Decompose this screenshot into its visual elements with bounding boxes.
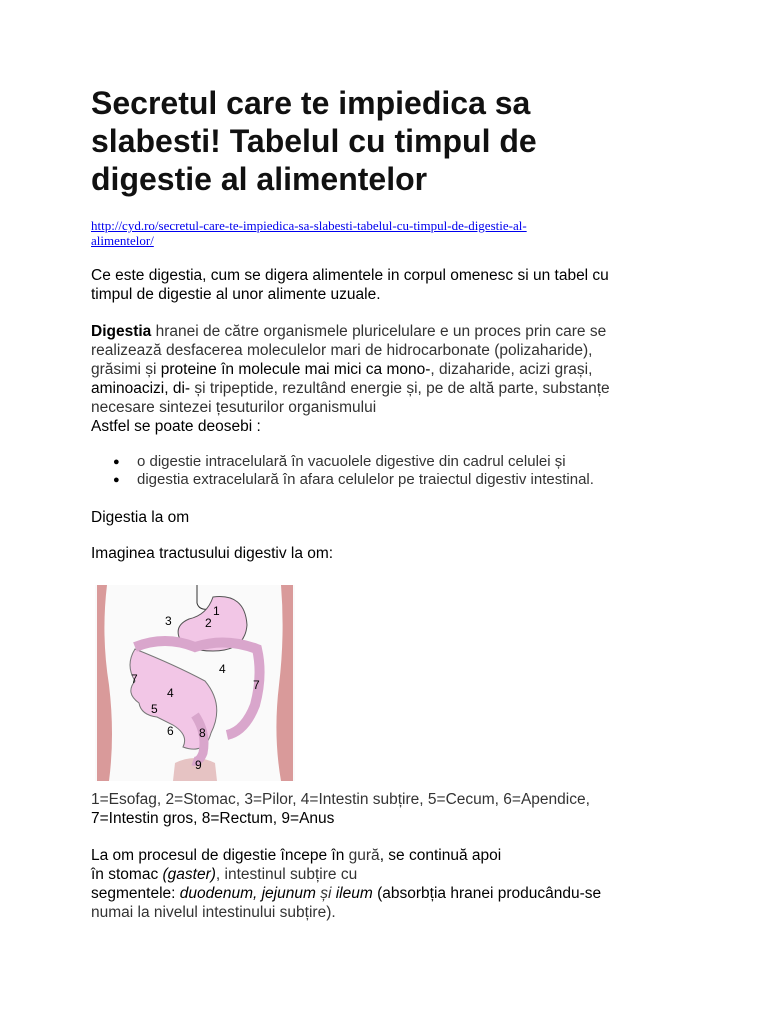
bullet-icon: ● — [113, 456, 120, 468]
figure-number: 5 — [151, 702, 158, 716]
title-line: Secretul care te impiedica sa — [91, 85, 531, 121]
process-text: în stomac — [91, 866, 163, 883]
title-line: digestie al alimentelor — [91, 161, 428, 197]
process-text: și — [320, 885, 332, 902]
figure-number: 3 — [165, 614, 172, 628]
definition-text: , dizaharide, acizi grași, — [430, 361, 593, 378]
process-text: , intestinul subțire cu — [215, 866, 358, 883]
figure-number: 7 — [253, 678, 260, 692]
page-title — [91, 84, 651, 198]
legend-line: 1=Esofag, 2=Stomac, 3=Pilor, 4=Intestin subțire, 5=Cecum, 6=Apendice, — [91, 791, 590, 808]
definition-text: Astfel se poate deosebi : — [91, 418, 261, 435]
process-text: numai la nivelul intestinului subțire). — [91, 904, 336, 921]
intro-line: timpul de digestie al unor alimente uzuale. — [91, 286, 381, 303]
figure-number: 7 — [131, 672, 138, 686]
source-link[interactable] — [91, 218, 691, 248]
section-heading-text: Digestia la om — [91, 509, 190, 526]
definition-text: aminoacizi, di- — [91, 380, 191, 397]
definition-term: Digestia — [91, 323, 152, 340]
definition-text: hranei de către organismele pluricelulare e un proces prin care se — [151, 323, 607, 340]
definition-text: realizează desfacerea moleculelor mari de hidrocarbonate (polizaharide), — [91, 342, 593, 359]
figure-number: 8 — [199, 726, 206, 740]
definition-text: și tripeptide, rezultând energie și, pe de altă parte, substanțe — [190, 380, 610, 397]
image-caption — [91, 544, 691, 563]
digestion-types-list — [91, 453, 691, 489]
process-text: La om procesul de digestie începe — [91, 847, 332, 864]
intro-paragraph — [91, 266, 691, 304]
definition-text: proteine în molecule mai mici ca mono- — [160, 361, 431, 378]
process-text: gură — [344, 847, 380, 864]
bullet-icon: ● — [113, 474, 120, 486]
source-link-line[interactable]: alimentelor/ — [91, 233, 154, 248]
figure-number: 4 — [167, 686, 174, 700]
process-text: , se continuă apoi — [379, 847, 502, 864]
process-text: duodenum, jejunum — [179, 885, 321, 902]
definition-text: grăsimi și — [91, 361, 161, 378]
figure-legend — [91, 790, 691, 828]
process-text: în — [331, 847, 345, 864]
figure-number: 2 — [205, 616, 212, 630]
figure-number: 4 — [219, 662, 226, 676]
figure-number: 9 — [195, 758, 202, 772]
title-line: slabesti! Tabelul cu timpul de — [91, 123, 537, 159]
list-item-text: digestia extracelulară în afara celulelor pe traiectul digestiv intestinal. — [137, 471, 594, 488]
list-item-text: o digestie intracelulară în vacuolele digestive din cadrul celulei și — [137, 453, 566, 470]
figure-number: 6 — [167, 724, 174, 738]
process-text: ileum — [331, 885, 373, 902]
section-heading-om — [91, 508, 691, 527]
intro-line: Ce este digestia, cum se digera alimentele in corpul omenesc si un tabel cu — [91, 267, 609, 284]
process-text: (absorbția hranei producându-se — [372, 885, 602, 902]
legend-line: 7=Intestin gros, 8=Rectum, 9=Anus — [91, 810, 335, 827]
process-text: (gaster) — [162, 866, 216, 883]
process-paragraph — [91, 846, 691, 922]
digestive-tract-illustration — [95, 585, 295, 781]
definition-text: necesare sintezei țesuturilor organismului — [91, 399, 377, 416]
digestive-tract-image — [95, 585, 295, 781]
source-link-line[interactable]: http://cyd.ro/secretul-care-te-impiedica-sa-slabesti-tabelul-cu-timpul-de-digestie-al- — [91, 218, 527, 233]
definition-paragraph — [91, 322, 691, 436]
image-caption-text: Imaginea tractusului digestiv la om: — [91, 545, 334, 562]
list-item — [91, 471, 691, 489]
figure-number: 1 — [213, 604, 220, 618]
process-text: segmentele: — [91, 885, 180, 902]
list-item — [91, 453, 691, 471]
